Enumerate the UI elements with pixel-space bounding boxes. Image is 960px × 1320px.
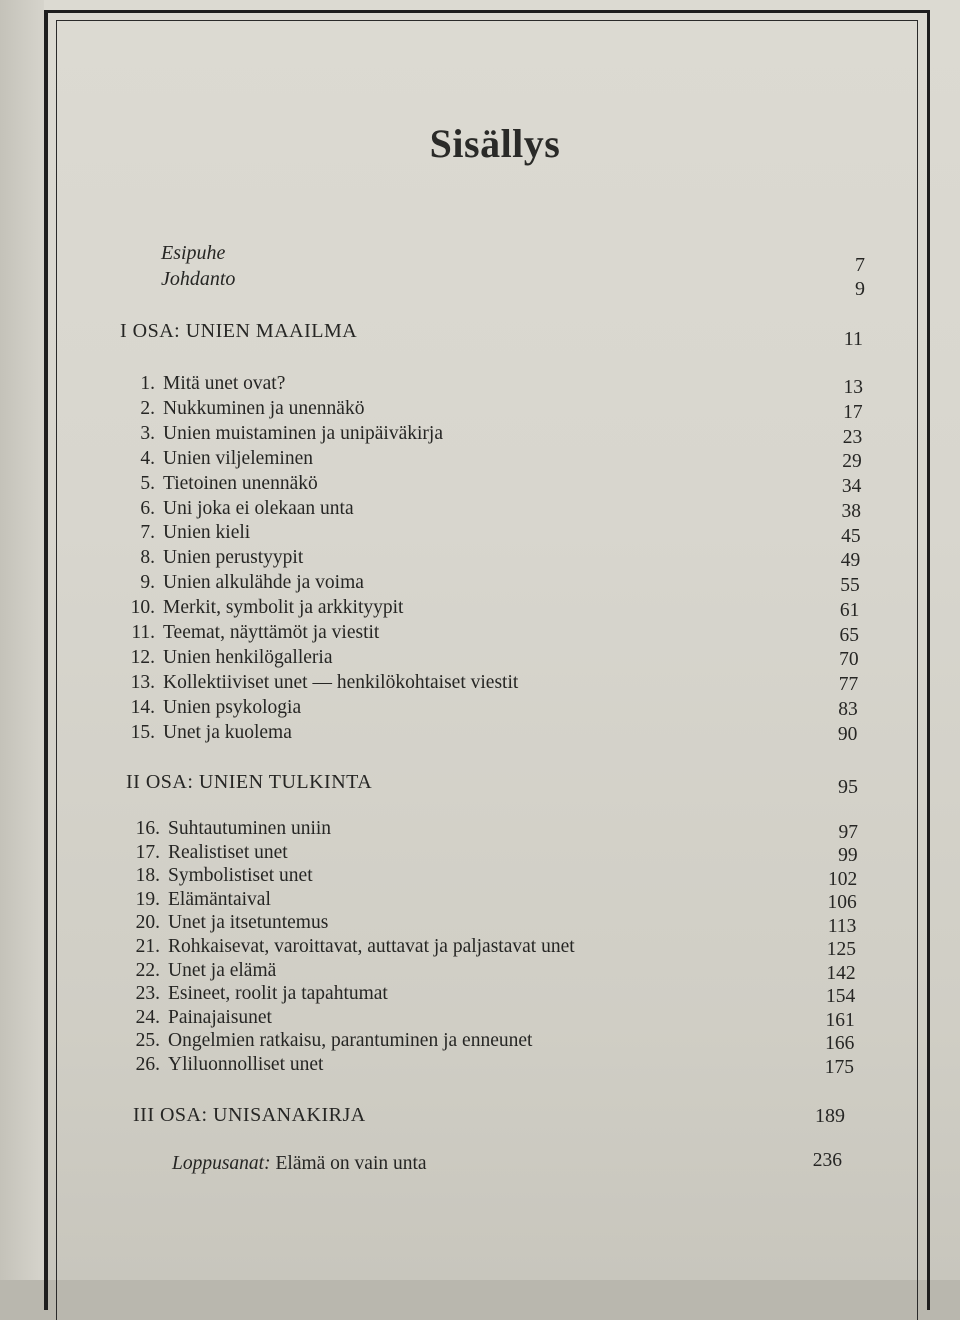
chapter-number: 8. <box>140 547 155 569</box>
chapter-title: Unet ja elämä <box>168 959 277 981</box>
chapter-title: Esineet, roolit ja tapahtumat <box>168 983 388 1005</box>
front-matter-label: Esipuhe <box>161 242 226 264</box>
chapter-page: 102 <box>827 868 858 890</box>
chapter-title: Teemat, näyttämöt ja viestit <box>163 622 380 643</box>
chapter-number: 2. <box>140 397 155 419</box>
front-matter-page: 9 <box>855 278 865 300</box>
chapter-title: Painajaisunet <box>168 1006 272 1028</box>
chapter-title: Merkit, symbolit ja arkkityypit <box>163 597 404 619</box>
part-heading: II OSA: UNIEN TULKINTA <box>126 771 373 793</box>
chapter-number: 16. <box>135 818 160 839</box>
chapter-number: 14. <box>130 696 155 718</box>
afterword-entry <box>172 1153 427 1175</box>
chapter-title: Tietoinen unennäkö <box>163 472 318 494</box>
chapter-page: 65 <box>839 624 859 646</box>
part-page: 189 <box>815 1105 845 1127</box>
chapter-number: 1. <box>140 373 155 394</box>
chapter-title: Mitä unet ovat? <box>163 373 286 394</box>
chapter-page: 61 <box>839 599 860 621</box>
chapter-page: 83 <box>838 698 858 720</box>
chapter-number: 20. <box>135 912 160 934</box>
chapter-title: Unien kieli <box>163 522 251 544</box>
chapter-number: 5. <box>140 472 155 494</box>
chapter-page: 113 <box>827 915 857 937</box>
chapter-title: Realistiset unet <box>168 841 288 863</box>
chapter-title: Unien alkulähde ja voima <box>163 572 364 594</box>
chapter-number: 17. <box>135 841 160 863</box>
chapter-page: 99 <box>838 845 858 867</box>
chapter-page: 70 <box>839 649 859 671</box>
chapter-number: 10. <box>130 597 155 619</box>
chapter-title: Rohkaisevat, varoittavat, auttavat ja paljastavat unet <box>168 936 575 957</box>
chapter-title: Symbolistiset unet <box>168 865 313 887</box>
chapter-number: 24. <box>135 1006 160 1028</box>
chapter-title: Unet ja itsetuntemus <box>168 912 329 934</box>
chapter-number: 9. <box>140 572 155 594</box>
part-heading: I OSA: UNIEN MAAILMA <box>120 320 358 342</box>
chapter-number: 19. <box>135 888 160 910</box>
afterword-label-italic: Loppusanat: <box>172 1153 271 1174</box>
page-title: Sisällys <box>429 121 561 166</box>
chapter-page: 23 <box>842 426 863 448</box>
front-matter-page: 7 <box>855 254 865 276</box>
chapter-number: 23. <box>135 983 160 1005</box>
part-page: 11 <box>843 328 863 350</box>
chapter-number: 22. <box>135 959 160 981</box>
afterword-label: Elämä on vain unta <box>270 1153 427 1174</box>
chapter-number: 15. <box>130 721 155 743</box>
part-heading: III OSA: UNISANAKIRJA <box>133 1104 366 1126</box>
chapter-number: 11. <box>131 622 155 643</box>
chapter-title: Yliluonnolliset unet <box>168 1054 324 1075</box>
chapter-title: Unien perustyypit <box>163 547 304 569</box>
chapter-title: Unet ja kuolema <box>163 721 292 743</box>
chapter-number: 13. <box>130 671 155 693</box>
part-page: 95 <box>838 776 858 798</box>
chapter-number: 7. <box>140 522 155 544</box>
chapter-number: 18. <box>135 865 160 887</box>
chapter-page: 55 <box>840 575 860 596</box>
chapter-page: 125 <box>826 939 856 961</box>
chapter-number: 12. <box>130 646 155 668</box>
chapter-page: 154 <box>825 986 856 1008</box>
chapter-page: 49 <box>840 550 861 572</box>
chapter-title: Ongelmien ratkaisu, parantuminen ja enneunet <box>168 1030 533 1052</box>
chapter-page: 166 <box>825 1033 855 1055</box>
chapter-title: Unien muistaminen ja unipäiväkirja <box>163 422 443 444</box>
chapter-page: 97 <box>838 822 858 843</box>
chapter-page: 77 <box>838 674 859 695</box>
chapter-number: 26. <box>135 1054 160 1075</box>
chapter-title: Nukkuminen ja unennäkö <box>163 397 365 419</box>
chapter-number: 21. <box>135 936 160 957</box>
afterword-page: 236 <box>812 1150 842 1171</box>
chapter-number: 6. <box>140 497 155 519</box>
front-matter-label: Johdanto <box>161 268 236 290</box>
chapter-title: Kollektiiviset unet — henkilökohtaiset viestit <box>163 671 519 693</box>
chapter-page: 90 <box>837 723 858 745</box>
chapter-page: 29 <box>842 451 862 473</box>
chapter-page: 17 <box>843 401 863 423</box>
chapter-title: Unien henkilögalleria <box>163 646 333 668</box>
chapter-page: 38 <box>841 500 861 522</box>
chapter-title: Unien viljeleminen <box>163 447 314 469</box>
chapter-page: 34 <box>841 476 862 497</box>
chapter-number: 25. <box>135 1030 160 1052</box>
chapter-title: Uni joka ei olekaan unta <box>163 497 354 519</box>
page-edge-shadow <box>0 0 44 1280</box>
chapter-page: 13 <box>843 377 863 398</box>
chapter-page: 45 <box>841 525 861 547</box>
chapter-page: 175 <box>824 1056 854 1078</box>
chapter-page: 161 <box>825 1009 855 1031</box>
chapter-page: 106 <box>827 892 857 914</box>
chapter-title: Unien psykologia <box>163 696 302 718</box>
chapter-page: 142 <box>826 962 856 984</box>
chapter-title: Suhtautuminen uniin <box>168 818 332 839</box>
chapter-number: 3. <box>140 422 155 444</box>
chapter-title: Elämäntaival <box>168 888 271 910</box>
chapter-number: 4. <box>140 447 155 469</box>
